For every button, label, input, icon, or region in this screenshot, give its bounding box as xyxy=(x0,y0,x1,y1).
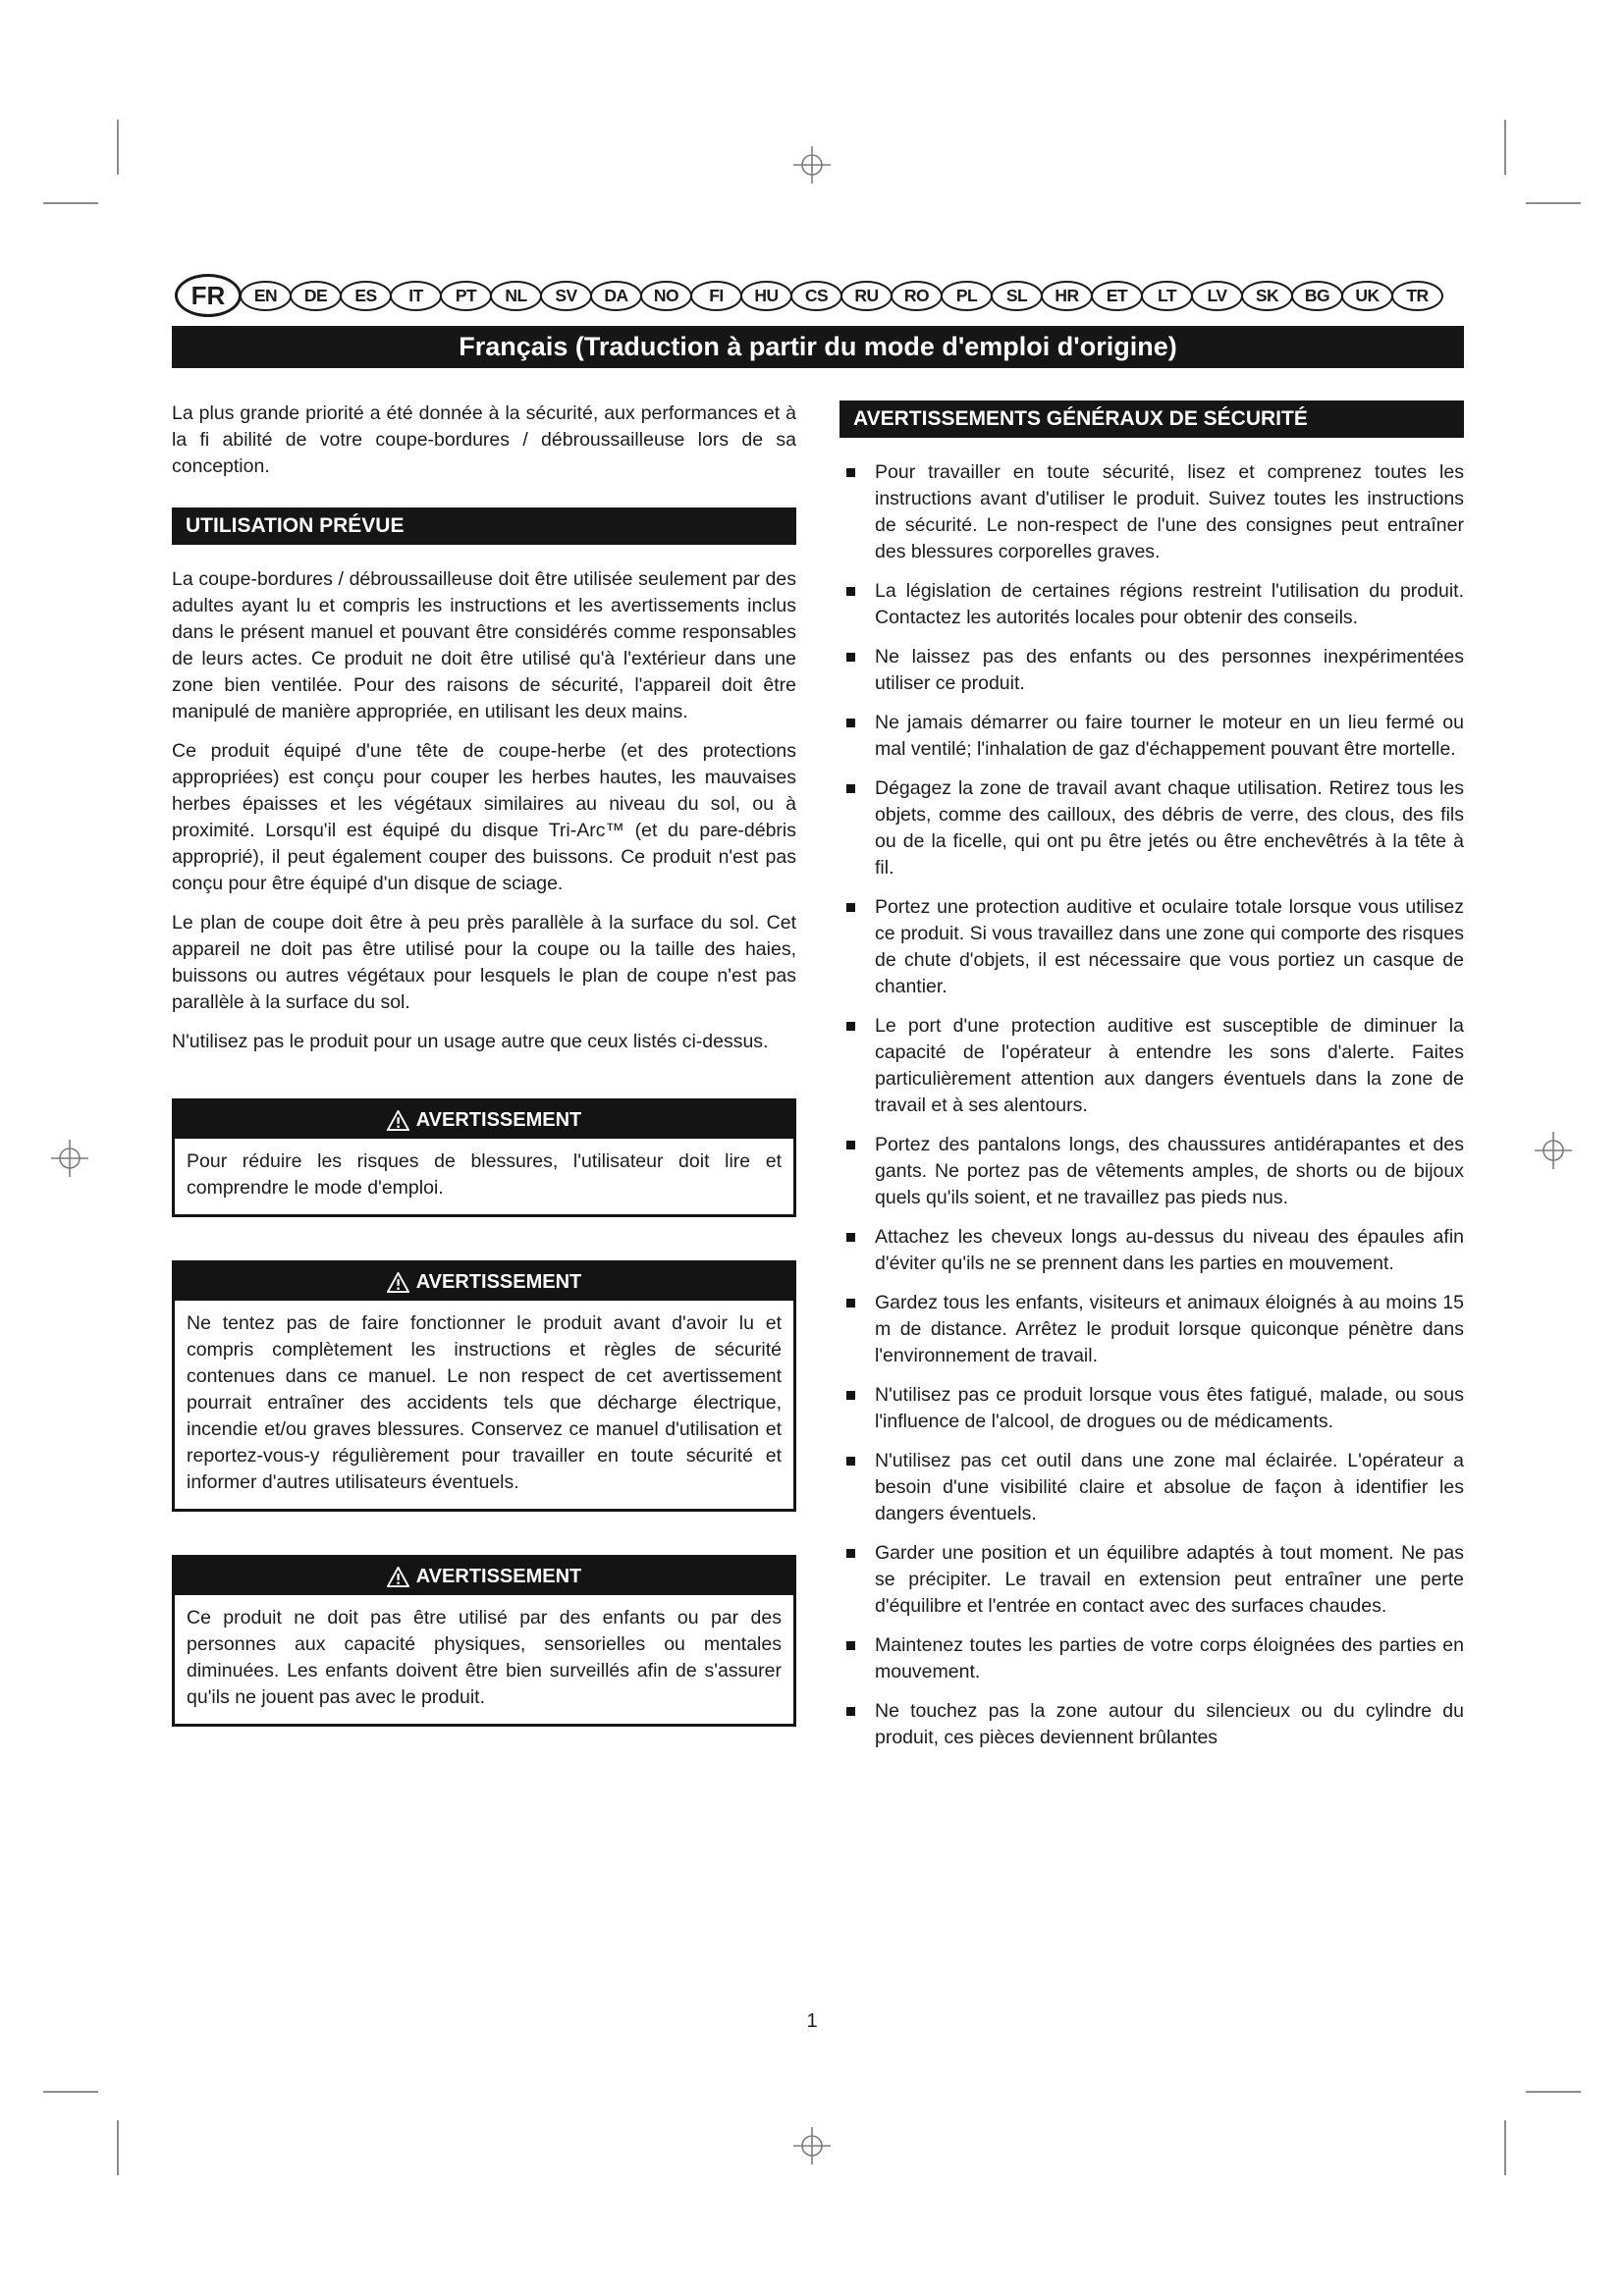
safety-bullet: Maintenez toutes les parties de votre corps éloignées des parties en mouvement. xyxy=(839,1632,1464,1685)
safety-bullet: Garder une position et un équilibre adaptés à tout moment. Ne pas se précipiter. Le travail en extension peut entraîner une perte d'équilibre et l'entrée en contact avec des surfaces chaudes. xyxy=(839,1540,1464,1620)
body-paragraph: Le plan de coupe doit être à peu près parallèle à la surface du sol. Cet appareil ne doit pas être utilisé pour la coupe ou la taille des haies, buissons ou autres végétaux pour lesquels le plan de coupe n'est pas parallèle à la surface du sol. xyxy=(172,912,796,1013)
language-badge-sv: SV xyxy=(540,281,592,311)
registration-mark-icon xyxy=(1534,1131,1573,1170)
crop-mark xyxy=(117,120,119,175)
left-column xyxy=(172,400,796,1727)
language-badge-sk: SK xyxy=(1241,281,1293,311)
safety-bullet: Ne laissez pas des enfants ou des personnes inexpérimentées utiliser ce produit. xyxy=(839,644,1464,697)
language-badge-it: IT xyxy=(390,281,442,311)
warning-triangle-icon xyxy=(387,1567,409,1587)
safety-bullet: N'utilisez pas cet outil dans une zone mal éclairée. L'opérateur a besoin d'une visibilité claire et absolue de façon à identifier les dangers éventuels. xyxy=(839,1448,1464,1527)
intro-paragraph: La plus grande priorité a été donnée à la sécurité, aux performances et à la fi abilité de votre coupe-bordures / débroussailleuse lors de sa conception. xyxy=(172,402,796,477)
crop-mark xyxy=(1504,120,1506,175)
language-badge-uk: UK xyxy=(1341,281,1393,311)
warning-triangle-icon xyxy=(387,1272,409,1293)
warning-body: Ce produit ne doit pas être utilisé par des enfants ou par des personnes aux capacité physiques, sensorielles ou mentales diminuées. Les enfants doivent être bien surveillés afin de s'assurer qu'ils ne jouent pas avec le produit. xyxy=(187,1607,782,1708)
warning-box-group xyxy=(172,1098,796,1727)
body-paragraph: La coupe-bordures / débroussailleuse doit être utilisée seulement par des adultes ayant lu et compris les instructions et les avertissements inclus dans le présent manuel et pouvant être considérés comme responsables de leurs actes. Ce produit ne doit être utilisé qu'à l'extérieur dans une zone bien ventilée. Pour des raisons de sécurité, l'appareil doit être manipulé de manière appropriée, en utilisant les deux mains. xyxy=(172,568,796,722)
language-badge-et: ET xyxy=(1091,281,1143,311)
warning-header-label: AVERTISSEMENT xyxy=(415,1565,582,1587)
language-badge-da: DA xyxy=(590,281,642,311)
language-badge-lv: LV xyxy=(1191,281,1243,311)
warning-header xyxy=(175,1263,793,1301)
crop-mark xyxy=(117,2120,119,2175)
registration-mark-icon xyxy=(50,1139,89,1178)
safety-bullet: N'utilisez pas ce produit lorsque vous êtes fatigué, malade, ou sous l'influence de l'alcool, de drogues ou de médicaments. xyxy=(839,1382,1464,1435)
warning-header-label: AVERTISSEMENT xyxy=(415,1108,582,1131)
warning-body: Ne tentez pas de faire fonctionner le produit avant d'avoir lu et compris complètement les instructions et règles de sécurité contenues dans ce manuel. Le non respect de cet avertissement pourrait entraîner des accidents tels que décharge électrique, incendie et/ou graves blessures. Conservez ce manuel d'utilisation et reportez-vous-y régulièrement pour travailler en toute sécurité et informer d'autres utilisateurs éventuels. xyxy=(187,1312,782,1493)
language-badge-sl: SL xyxy=(991,281,1043,311)
body-paragraph: N'utilisez pas le produit pour un usage autre que ceux listés ci-dessus. xyxy=(172,1031,769,1052)
warning-triangle-icon xyxy=(387,1110,409,1131)
language-badge-hr: HR xyxy=(1041,281,1093,311)
language-badge-nl: NL xyxy=(490,281,542,311)
language-badge-pt: PT xyxy=(440,281,492,311)
crop-mark xyxy=(43,202,98,204)
language-badge-fi: FI xyxy=(690,281,742,311)
crop-mark xyxy=(43,2091,98,2093)
language-badge-es: ES xyxy=(340,281,392,311)
safety-bullet: Ne touchez pas la zone autour du silencieux ou du cylindre du produit, ces pièces deviennent brûlantes xyxy=(839,1698,1464,1751)
warning-box xyxy=(172,1260,796,1512)
safety-bullet: Dégagez la zone de travail avant chaque utilisation. Retirez tous les objets, comme des cailloux, des débris de verre, des clous, des fils ou de la ficelle, qui ont pu être jetés ou être enchevêtrés à la tête à fil. xyxy=(839,775,1464,881)
language-badge-lt: LT xyxy=(1141,281,1193,311)
safety-bullet-list xyxy=(839,459,1464,1751)
warning-body: Pour réduire les risques de blessures, l'utilisateur doit lire et comprendre le mode d'emploi. xyxy=(187,1150,782,1199)
language-badge-ro: RO xyxy=(891,281,943,311)
safety-bullet: Portez une protection auditive et oculaire totale lorsque vous utilisez ce produit. Si vous travaillez dans une zone qui comporte des risques de chute d'objets, il est nécessaire que vous portiez un casque de chantier. xyxy=(839,894,1464,1000)
language-badge-no: NO xyxy=(640,281,692,311)
language-badge-bg: BG xyxy=(1291,281,1343,311)
utilisation-prevue-paragraphs xyxy=(172,566,796,1055)
registration-mark-icon xyxy=(792,145,832,185)
language-badge-ru: RU xyxy=(840,281,893,311)
crop-mark xyxy=(1526,202,1581,204)
page-number: 1 xyxy=(806,2010,818,2032)
page-title: Français (Traduction à partir du mode d'emploi d'origine) xyxy=(172,326,1464,368)
safety-bullet: La législation de certaines régions restreint l'utilisation du produit. Contactez les autorités locales pour obtenir des conseils. xyxy=(839,578,1464,631)
language-badge-hu: HU xyxy=(740,281,792,311)
warning-header-label: AVERTISSEMENT xyxy=(415,1270,582,1293)
language-badge-row xyxy=(175,273,1441,318)
language-badge-cs: CS xyxy=(790,281,842,311)
warning-header xyxy=(175,1101,793,1139)
language-badge-tr: TR xyxy=(1391,281,1443,311)
language-badge-pl: PL xyxy=(941,281,993,311)
warning-header xyxy=(175,1558,793,1595)
crop-mark xyxy=(1526,2091,1581,2093)
body-paragraph: Ce produit équipé d'une tête de coupe-herbe (et des protections appropriées) est conçu pour couper les herbes hautes, les mauvaises herbes épaisses et les végétaux similaires au niveau du sol, ou à proximité. Lorsqu'il est équipé du disque Tri-Arc™ (et du pare-débris approprié), il peut également couper des buissons. Ce produit n'est pas conçu pour être équipé d'un disque de sciage. xyxy=(172,740,796,894)
crop-mark xyxy=(1504,2120,1506,2175)
safety-bullet: Portez des pantalons longs, des chaussures antidérapantes et des gants. Ne portez pas de vêtements amples, de shorts ou de bijoux quels qu'ils soient, et ne travaillez pas pieds nus. xyxy=(839,1132,1464,1211)
language-badge-en: EN xyxy=(240,281,292,311)
language-badge-fr: FR xyxy=(175,274,242,317)
safety-bullet: Ne jamais démarrer ou faire tourner le moteur en un lieu fermé ou mal ventilé; l'inhalation de gaz d'échappement pouvant être mortelle. xyxy=(839,710,1464,763)
warning-box xyxy=(172,1098,796,1217)
safety-bullet: Le port d'une protection auditive est susceptible de diminuer la capacité de l'opérateur à entendre les sons d'alerte. Faites particulièrement attention aux dangers éventuels dans la zone de travail et à ses alentours. xyxy=(839,1013,1464,1119)
warning-box xyxy=(172,1555,796,1727)
safety-bullet: Gardez tous les enfants, visiteurs et animaux éloignés à au moins 15 m de distance. Arrêtez le produit lorsque quiconque pénètre dans l'environnement de travail. xyxy=(839,1290,1464,1369)
section-heading-avertissements-generaux: AVERTISSEMENTS GÉNÉRAUX DE SÉCURITÉ xyxy=(839,400,1464,438)
right-column xyxy=(839,400,1464,1764)
safety-bullet: Attachez les cheveux longs au-dessus du niveau des épaules afin d'éviter qu'ils ne se prennent dans les parties en mouvement. xyxy=(839,1224,1464,1277)
safety-bullet: Pour travailler en toute sécurité, lisez et comprenez toutes les instructions avant d'utiliser le produit. Suivez toutes les instructions de sécurité. Le non-respect de l'une des consignes peut entraîner des blessures corporelles graves. xyxy=(839,459,1464,565)
section-heading-utilisation-prevue: UTILISATION PRÉVUE xyxy=(172,507,796,545)
registration-mark-icon xyxy=(792,2126,832,2165)
language-badge-de: DE xyxy=(290,281,342,311)
